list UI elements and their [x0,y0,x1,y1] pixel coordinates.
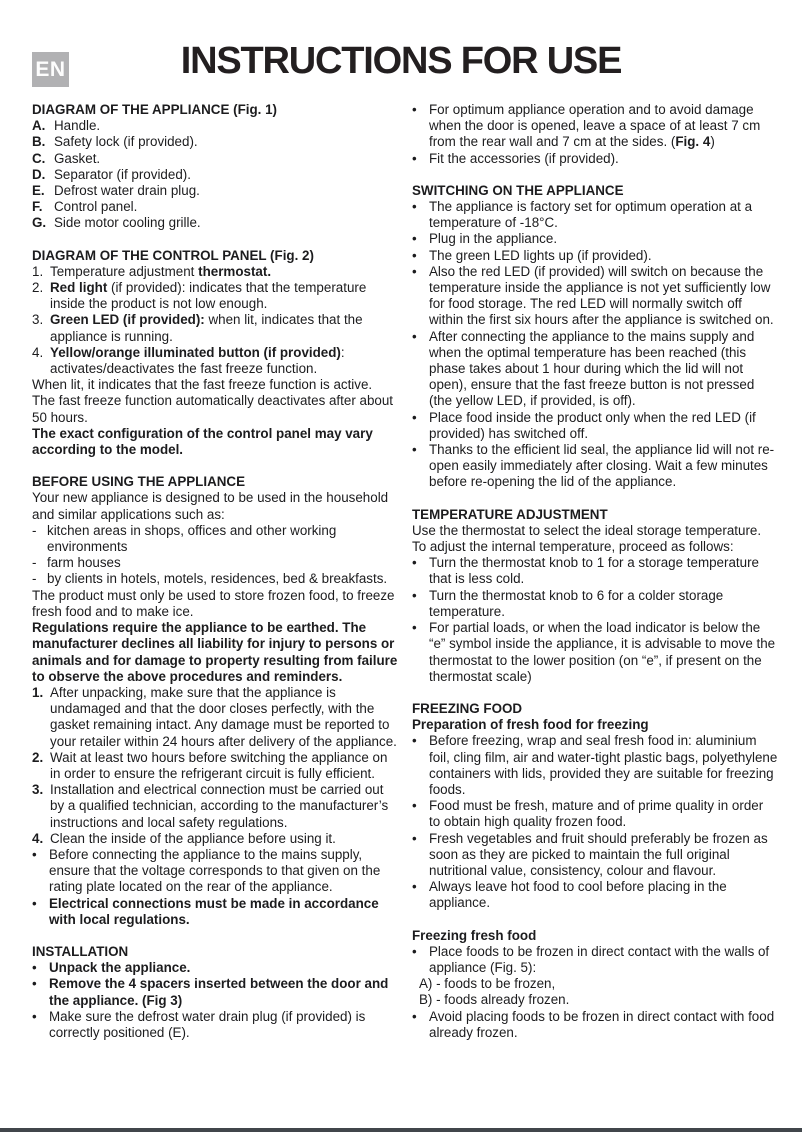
bullet-marker: • [412,409,417,425]
text-content: The fast freeze function automatically deactivates after about 50 hours. [32,393,394,425]
text-content: TEMPERATURE ADJUSTMENT [412,506,608,522]
text-content: Gasket. [54,150,101,166]
number-marker: 3. [32,312,44,328]
text-content: kitchen areas in shops, offices and other working environments [47,522,337,555]
number-marker: 2. [32,749,44,765]
bullet-item [412,831,778,880]
text-content: Thanks to the efficient lid seal, the appliance lid will not re-open easily immediately after closing. Wait a few minutes before re-opening the lid of the appliance. [429,442,775,490]
text-content: INSTALLATION [32,943,129,959]
bullet-item [412,555,778,587]
text-content: Place food inside the product only when the red LED (if provided) has switched off. [429,409,756,441]
numbered-item [32,782,398,831]
dash-marker: - [32,522,37,538]
page-title: INSTRUCTIONS FOR USE [180,40,622,82]
numbered-item [32,280,398,312]
section-heading [412,701,778,717]
bullet-marker: • [412,798,417,814]
numbered-item [32,685,398,750]
lettered-item [32,199,398,215]
text-content: Wait at least two hours before switching the appliance on in order to ensure the refrigerant circuit is fully efficient. [50,749,388,781]
text-content: Use the thermostat to select the ideal storage temperature. [412,522,762,538]
text-content: Avoid placing foods to be frozen in direct contact with food already frozen. [429,1008,775,1040]
text-content: Yellow/orange illuminated button (if provided): activates/deactivates the fast freeze function. [50,344,345,377]
lettered-item [32,183,398,199]
doc-section [412,102,778,167]
number-marker: 1. [32,684,44,700]
bullet-marker: • [412,442,417,458]
text-content: Fit the accessories (if provided). [429,150,619,166]
bullet-item [412,231,778,247]
dash-marker: - [32,555,37,571]
text-content: Handle. [54,118,101,134]
bullet-marker: • [412,231,417,247]
bullet-marker: • [412,150,417,166]
doc-section [412,701,778,912]
section-heading [32,944,398,960]
paragraph [32,490,398,522]
bullet-item [412,879,778,911]
text-content: SWITCHING ON THE APPLIANCE [412,182,624,198]
text-content: DIAGRAM OF THE APPLIANCE (Fig. 1) [32,102,277,117]
numbered-item [32,750,398,782]
paragraph [32,377,398,393]
text-content: DIAGRAM OF THE CONTROL PANEL (Fig. 2) [32,247,314,263]
text-content: FREEZING FOOD [412,700,523,716]
text-content: The green LED lights up (if provided). [429,247,652,263]
text-content: Before freezing, wrap and seal fresh food in: aluminium foil, cling film, air and water-tight plastic bags, polyethylene containers with lids, provided they are suitable for freezing foods. [429,733,778,797]
text-content: To adjust the internal temperature, proceed as follows: [412,539,734,555]
bullet-item [412,944,778,976]
letter-marker: G. [32,215,47,231]
letter-marker: D. [32,166,46,182]
content-columns [32,102,778,1041]
bullet-item [32,960,398,976]
bullet-item [32,896,398,928]
left-column [32,102,398,1041]
text-content: Temperature adjustment thermostat. [50,263,272,279]
paragraph [32,620,398,685]
letter-marker: C. [32,150,46,166]
bullet-marker: • [412,247,417,263]
section-heading [412,507,778,523]
bullet-item [412,620,778,685]
numbered-item [32,345,398,377]
language-badge: EN [32,52,69,87]
bullet-item [412,588,778,620]
bullet-item [412,199,778,231]
bullet-item [32,1009,398,1041]
dash-item [32,555,398,571]
section-heading [32,474,398,490]
bullet-marker: • [412,830,417,846]
text-content: A) - foods to be frozen, [419,976,556,992]
bullet-marker: • [412,620,417,636]
numbered-item [32,264,398,280]
sub-list-line [412,976,778,992]
text-content: Control panel. [54,199,138,215]
text-content: Green LED (if provided): when lit, indicates that the appliance is running. [50,312,363,344]
doc-section [412,183,778,491]
paragraph [32,426,398,458]
lettered-item [32,151,398,167]
footer-rule [0,1128,802,1132]
bullet-item [32,847,398,896]
text-content: farm houses [47,555,121,571]
doc-section [412,928,778,1041]
text-content: Defrost water drain plug. [54,183,200,199]
text-content: Preparation of fresh food for freezing [412,717,649,733]
letter-marker: F. [32,199,43,215]
letter-marker: B. [32,134,46,150]
text-content: Turn the thermostat knob to 1 for a storage temperature that is less cold. [429,555,759,587]
bullet-marker: • [412,102,417,117]
number-marker: 1. [32,263,44,279]
text-content: After connecting the appliance to the mains supply and when the optimal temperature has been reached (this phase takes about 1 hour during which the lid will not open), ensure that the fast freeze button is not pressed (the yellow LED, if provided, is off). [429,328,755,409]
lettered-item [32,118,398,134]
bullet-marker: • [412,199,417,215]
bullet-item [412,151,778,167]
bullet-item [412,329,778,410]
lettered-item [32,134,398,150]
bullet-item [412,733,778,798]
text-content: Safety lock (if provided). [54,134,198,150]
bullet-marker: • [32,846,37,862]
bullet-marker: • [412,733,417,749]
text-content: Unpack the appliance. [49,960,191,976]
text-content: Remove the 4 spacers inserted between the door and the appliance. (Fig 3) [49,976,389,1008]
bullet-marker: • [412,555,417,571]
text-content: BEFORE USING THE APPLIANCE [32,474,246,490]
section-subheading [412,717,778,733]
bullet-item [412,442,778,491]
text-content: Installation and electrical connection must be carried out by a qualified technician, according to the manufacturer’s instructions and local safety regulations. [50,782,389,830]
text-content: Your new appliance is designed to be used in the household and similar applications such as: [32,490,389,522]
text-content: Plug in the appliance. [429,231,558,247]
bullet-marker: • [412,328,417,344]
text-content: Electrical connections must be made in accordance with local regulations. [49,895,379,927]
sub-list-line [412,992,778,1008]
text-content: Regulations require the appliance to be earthed. The manufacturer declines all liability for injury to persons or animals and for damage to property resulting from failure to observe the above procedures and reminders. [32,620,398,684]
bullet-item [412,248,778,264]
bullet-item [412,1009,778,1041]
text-content: Side motor cooling grille. [54,215,201,231]
bullet-marker: • [32,1008,37,1024]
bullet-marker: • [412,943,417,959]
bullet-marker: • [32,976,37,992]
number-marker: 4. [32,344,44,360]
section-heading [32,102,398,118]
paragraph [412,539,778,555]
text-content: Separator (if provided). [54,166,191,182]
section-heading [412,183,778,199]
doc-section [32,944,398,1041]
text-content: The appliance is factory set for optimum operation at a temperature of -18°C. [429,199,753,231]
doc-section [32,248,398,459]
doc-section [32,102,398,232]
text-content: by clients in hotels, motels, residences, bed & breakfasts. [47,571,388,587]
bullet-marker: • [412,1008,417,1024]
text-content: Always leave hot food to cool before placing in the appliance. [429,879,727,911]
letter-marker: A. [32,118,46,134]
bullet-item [412,798,778,830]
doc-section [412,507,778,685]
bullet-marker: • [412,263,417,279]
paragraph [412,523,778,539]
bullet-marker: • [32,895,37,911]
text-content: Clean the inside of the appliance before using it. [50,830,336,846]
bullet-marker: • [32,960,37,976]
lettered-item [32,167,398,183]
text-content: Freezing fresh food [412,927,537,943]
letter-marker: E. [32,183,45,199]
text-content: Make sure the defrost water drain plug (if provided) is correctly positioned (E). [49,1008,366,1040]
text-content: When lit, it indicates that the fast freeze function is active. [32,377,373,393]
bullet-item [32,976,398,1008]
number-marker: 4. [32,830,44,846]
dash-marker: - [32,571,37,587]
bullet-item [412,410,778,442]
text-content: Fresh vegetables and fruit should preferably be frozen as soon as they are picked to maintain the full original nutritional value, consistency, colour and flavour. [429,830,768,878]
lettered-item [32,215,398,231]
dash-item [32,523,398,555]
numbered-item [32,831,398,847]
dash-item [32,571,398,587]
text-content: For optimum appliance operation and to avoid damage when the door is opened, leave a space of at least 7 cm from the rear wall and 7 cm at the sides. (Fig. 4) [429,102,761,150]
section-subheading [412,928,778,944]
text-content: Place foods to be frozen in direct contact with the walls of appliance (Fig. 5): [429,943,770,975]
bullet-marker: • [412,879,417,895]
bullet-item [412,102,778,151]
text-content: Also the red LED (if provided) will switch on because the temperature inside the appliance is not yet sufficiently low for food storage. The red LED will normally switch off within the first six hours after the appliance is switched on. [429,263,774,328]
section-heading [32,248,398,264]
paragraph [32,393,398,425]
paragraph [32,588,398,620]
text-content: B) - foods already frozen. [419,992,570,1008]
numbered-item [32,312,398,344]
right-column [412,102,778,1041]
bullet-item [412,264,778,329]
text-content: The exact configuration of the control panel may vary according to the model. [32,425,373,458]
text-content: Red light (if provided): indicates that the temperature inside the product is not low enough. [50,280,367,312]
text-content: Turn the thermostat knob to 6 for a colder storage temperature. [429,587,724,619]
text-content: For partial loads, or when the load indicator is below the “e” symbol inside the appliance, it is advisable to move the thermostat to the lower position (on “e”, if present on the thermostat scale) [429,620,776,684]
text-content: After unpacking, make sure that the appliance is undamaged and that the door closes perfectly, with the gasket remaining intact. Any damage must be reported to your retailer within 24 hours after delivery of the appliance. [50,684,397,749]
number-marker: 2. [32,280,44,296]
doc-section [32,474,398,928]
text-content: The product must only be used to store frozen food, to freeze fresh food and to make ice. [32,587,395,619]
text-content: Food must be fresh, mature and of prime quality in order to obtain high quality frozen food. [429,798,764,830]
bullet-marker: • [412,587,417,603]
number-marker: 3. [32,782,44,798]
text-content: Before connecting the appliance to the mains supply, ensure that the voltage corresponds to that given on the rating plate located on the rear of the appliance. [49,846,381,895]
